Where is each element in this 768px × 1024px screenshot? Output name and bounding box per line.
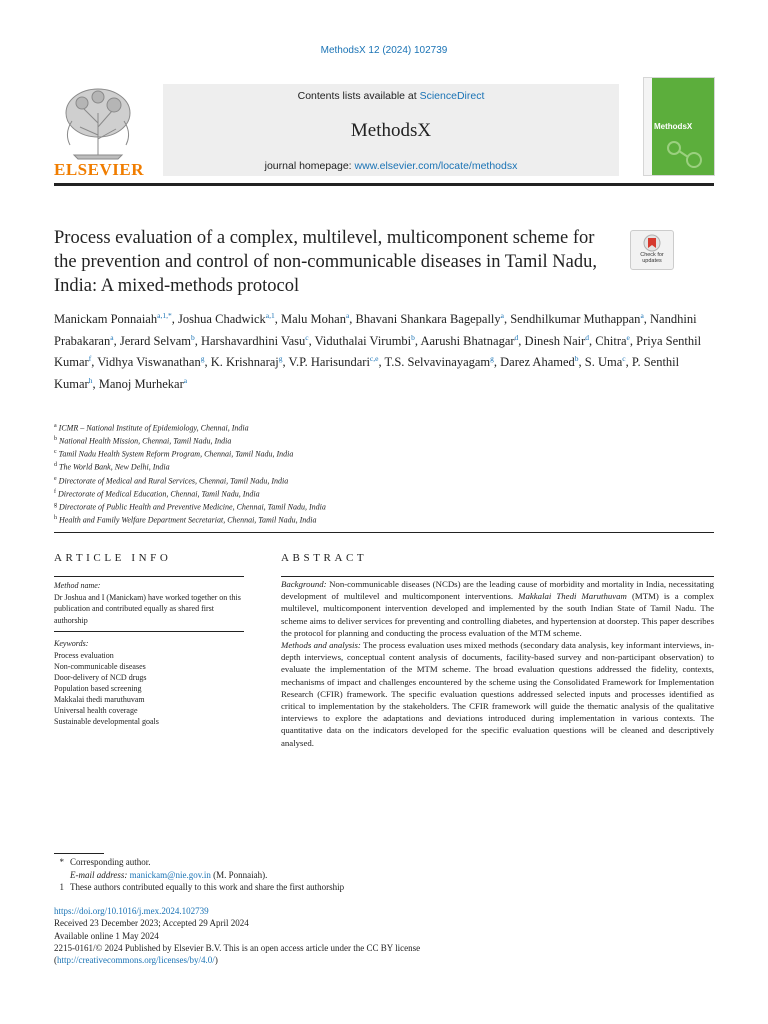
author-affiliation-marker[interactable]: c,e (369, 354, 379, 364)
author-name[interactable]: Sendhilkumar Muthappan (510, 312, 641, 327)
author-affiliation-marker[interactable]: e (626, 332, 630, 342)
journal-name: MethodsX (350, 120, 432, 141)
homepage-prefix: journal homepage: (264, 160, 355, 172)
author-name[interactable]: Vidhya Viswanathan (97, 355, 201, 370)
abstract-rule (281, 576, 714, 577)
author-name[interactable]: K. Krishnaraj (210, 355, 279, 370)
author-affiliation-marker[interactable]: f (88, 354, 92, 364)
homepage-line (163, 160, 619, 172)
email-link[interactable]: manickam@nie.gov.in (129, 869, 211, 880)
author-affiliation-marker[interactable]: c (622, 354, 626, 364)
footnotes (54, 856, 714, 894)
keywords-block (54, 638, 244, 727)
affiliation-list (54, 421, 714, 526)
affiliation-item (54, 487, 714, 500)
author-affiliation-marker[interactable]: a (183, 375, 188, 385)
email-label: E-mail address: (70, 869, 130, 880)
author-affiliation-marker[interactable]: g (200, 354, 205, 364)
author-affiliation-marker[interactable]: b (190, 332, 195, 342)
author-name[interactable]: Bhavani Shankara Bagepally (355, 312, 501, 327)
abstract-heading: ABSTRACT (281, 552, 368, 564)
affiliation-marker: b (54, 436, 57, 443)
article-info-rule (54, 576, 244, 577)
author-affiliation-marker[interactable]: d (514, 332, 519, 342)
affiliation-item (54, 421, 714, 434)
author-affiliation-marker[interactable]: b (574, 354, 579, 364)
affiliation-marker: e (54, 475, 57, 482)
abstract-body (281, 578, 714, 749)
affiliation-marker: f (54, 488, 56, 495)
equal-mark: 1 (59, 882, 64, 892)
background-text-1: Non-communicable diseases (NCDs) are the leading cause of morbidity and mortality in India, necessitating development of multilevel and multicomponent interventions. (281, 579, 714, 602)
background-text-2: (MTM) is a complex multilevel, multicomponent intervention developed and implemented by the south Indian State of Tamil Nadu. The scheme aims to deliver services for preventing and controlling diabetes, and hypertension at doorstep. This paper describes the protocol for planning and conducting the process evaluation of the MTM scheme. (281, 591, 714, 638)
author-affiliation-marker[interactable]: a,1,* (157, 311, 172, 320)
affiliation-marker: d (54, 462, 57, 469)
method-name-block (54, 580, 244, 626)
author-name[interactable]: Malu Mohan (281, 312, 346, 327)
corresponding-author-note (54, 856, 714, 869)
keyword-item: Population based screening (54, 683, 142, 693)
received-dates: Received 23 December 2023; Accepted 29 April 2024 (54, 918, 249, 929)
equal-contribution-note (54, 881, 714, 894)
method-name-label: Method name: (54, 581, 101, 590)
equal-text: These authors contributed equally to this work and share the first authorship (70, 882, 345, 892)
license-link[interactable]: http://creativecommons.org/licenses/by/4.0/ (57, 955, 215, 966)
method-name-rule (54, 631, 244, 632)
affiliation-text: Directorate of Medical and Rural Services, Chennai, Tamil Nadu, India (58, 476, 289, 486)
author-affiliation-marker[interactable]: a (640, 311, 644, 320)
affiliation-marker: c (54, 449, 57, 456)
keyword-item: Door-delivery of NCD drugs (54, 672, 147, 682)
journal-citation[interactable]: MethodsX 12 (2024) 102739 (320, 45, 448, 56)
author-name[interactable]: Nandhini Prabakaran (54, 312, 697, 348)
affiliation-text: Directorate of Medical Education, Chennai, Tamil Nadu, India (58, 489, 260, 499)
affiliation-text: Tamil Nadu Health System Reform Program, Chennai, Tamil Nadu, India (58, 449, 294, 459)
author-name[interactable]: Dinesh Nair (524, 333, 586, 348)
author-affiliation-marker[interactable]: a (345, 311, 350, 320)
corresponding-mark: * (59, 857, 64, 867)
cover-molecule-icon (664, 138, 708, 172)
author-name[interactable]: Manickam Ponnaiah (54, 312, 158, 327)
email-suffix: (M. Ponnaiah). (210, 869, 268, 880)
author-affiliation-marker[interactable]: a,1 (265, 311, 275, 320)
article-info-heading: ARTICLE INFO (54, 552, 172, 564)
contents-line (163, 90, 619, 102)
affiliation-item (54, 447, 714, 460)
available-online: Available online 1 May 2024 (54, 930, 159, 941)
author-affiliation-marker[interactable]: h (88, 375, 93, 385)
affiliation-item (54, 460, 714, 473)
author-affiliation-marker[interactable]: d (585, 332, 590, 342)
affiliation-marker: h (54, 515, 57, 522)
author-name[interactable]: Priya Senthil Kumar (54, 333, 702, 370)
background-scheme-name: Makkalai Thedi Maruthuvam (518, 591, 627, 602)
author-name[interactable]: Viduthalai Virumbi (314, 333, 412, 348)
author-name[interactable]: T.S. Selvavinayagam (384, 355, 491, 370)
footnote-rule (54, 853, 104, 854)
affiliation-item (54, 474, 714, 487)
keyword-item: Sustainable developmental goals (54, 716, 159, 726)
doi-link[interactable]: https://doi.org/10.1016/j.mex.2024.102739 (54, 906, 209, 916)
author-list: Manickam Ponnaiah$^{a,1,*}$, Joshua Chadwick$^{a,1}$, Malu Mohan$^a$, Bhavani Shankara Bagepally$^a$, Sendhilkumar Muthappan$^a$, Nandhini Prabakaran$^a$, Jerard Selvam$^b$, Harshavardhini Vasu$^c$, Viduthalai Virumbi$^b$, Aarushi Bhatnagar$^d$, Dinesh Nair$^d$, Chitra$^e$, Priya Senthil Kumar$^f$, Vidhya Viswanathan$^g$, K. Krishnaraj$^g$, V.P. Harisundari$^{c,e}$, T.S. Selvavinayagam$^g$, Darez Ahamed$^b$, S. Uma$^c$, P. Senthil Kumar$^h$, Manoj Murhekar$^a$ (54, 311, 702, 392)
affiliation-text: Directorate of Public Health and Preventive Medicine, Chennai, Tamil Nadu, India (59, 502, 326, 512)
affiliation-item (54, 500, 714, 513)
affiliation-marker: a (54, 423, 57, 429)
author-name[interactable]: Chitra (595, 333, 627, 348)
author-name[interactable]: Joshua Chadwick (177, 312, 266, 327)
abstract-background (281, 578, 714, 639)
author-affiliation-marker[interactable]: b (411, 332, 415, 342)
elsevier-wordmark: ELSEVIER (54, 160, 144, 179)
contents-prefix: Contents lists available at (297, 90, 420, 102)
affiliations-rule (54, 532, 714, 533)
keyword-item: Universal health coverage (54, 705, 138, 715)
keyword-item: Process evaluation (54, 650, 114, 660)
license-text: 2215-0161/© 2024 Published by Elsevier B.V. This is an open access article under the CC BY license (54, 942, 421, 953)
author-name[interactable]: Jerard Selvam (119, 333, 191, 348)
sciencedirect-link[interactable]: ScienceDirect (419, 90, 485, 102)
author-name[interactable]: Aarushi Bhatnagar (420, 333, 515, 348)
author-name[interactable]: Harshavardhini Vasu (200, 333, 306, 348)
affiliation-marker: g (54, 501, 57, 508)
author-affiliation-marker[interactable]: g (490, 354, 494, 364)
methods-text: The process evaluation uses mixed methods (secondary data analysis, key informant interviews, in-depth interviews, conceptual content analysis of documents, facility-based survey and non-participant observation) to evaluate the implementation of the MTM scheme. The broad evaluation questions addressed the fidelity, contexts, mechanisms of impact and challenges encountered by the scheme using the Consolidated Framework for Implementation Research (CFIR) framework. The specific evaluation questions addressed selected inputs and processes identified as critical to implementation by the stakeholders. The CFIR framework will guide the thematic analysis of the qualitative interviews to explore the adaptations and deviations introduced during implementation in various contexts. The quantitative data on the indicators developed for the specific evaluation questions will be cleaned and descriptively analysed. (281, 640, 714, 748)
publication-info (54, 905, 714, 966)
author-name[interactable]: V.P. Harisundari (288, 355, 370, 370)
check-updates-label: Check for updates (640, 252, 664, 264)
affiliation-item (54, 513, 714, 526)
license-close-paren: ) (214, 955, 218, 966)
author-name[interactable]: S. Uma (584, 355, 623, 370)
license-open-paren: ( (54, 955, 57, 966)
license-link-line (54, 954, 714, 966)
affiliation-text: National Health Mission, Chennai, Tamil Nadu, India (59, 436, 232, 446)
author-name[interactable]: P. Senthil Kumar (54, 355, 680, 392)
author-affiliation-marker[interactable]: a (500, 311, 504, 320)
keywords-label: Keywords: (54, 639, 89, 648)
journal-cover-thumbnail[interactable] (643, 77, 715, 176)
author-affiliation-marker[interactable]: g (278, 354, 283, 364)
corresponding-text: Corresponding author. (70, 857, 151, 867)
journal-header (163, 84, 619, 176)
author-name[interactable]: Darez Ahamed (500, 355, 575, 370)
keyword-item: Non-communicable diseases (54, 661, 146, 671)
check-for-updates-badge[interactable] (630, 230, 674, 270)
affiliation-item (54, 434, 714, 447)
keyword-item: Makkalai thedi maruthuvam (54, 694, 145, 704)
keyword-list (54, 650, 244, 727)
background-label: Background: (281, 579, 327, 589)
header-rule (54, 183, 714, 186)
author-name[interactable]: Manoj Murhekar (98, 377, 184, 392)
email-note (54, 869, 714, 882)
methods-label: Methods and analysis: (281, 640, 361, 651)
author-affiliation-marker[interactable]: a (110, 332, 114, 342)
affiliation-text: ICMR – National Institute of Epidemiology, Chennai, India (58, 423, 249, 433)
affiliation-text: The World Bank, New Delhi, India (59, 463, 170, 473)
method-name-text: Dr Joshua and I (Manickam) have worked together on this publication and contributed equally as shared first authorship (54, 592, 241, 625)
affiliation-text: Health and Family Welfare Department Secretariat, Chennai, Tamil Nadu, India (59, 515, 317, 525)
paper-title: Process evaluation of a complex, multilevel, multicomponent scheme for the prevention and control of non-communicable diseases in Tamil Nadu, India: A mixed-methods protocol (54, 228, 597, 296)
check-updates-icon (643, 234, 661, 252)
cover-title: MethodsX (654, 122, 693, 131)
homepage-link[interactable]: www.elsevier.com/locate/methodsx (354, 160, 518, 172)
abstract-methods (281, 639, 714, 749)
author-affiliation-marker[interactable]: c (305, 332, 309, 342)
